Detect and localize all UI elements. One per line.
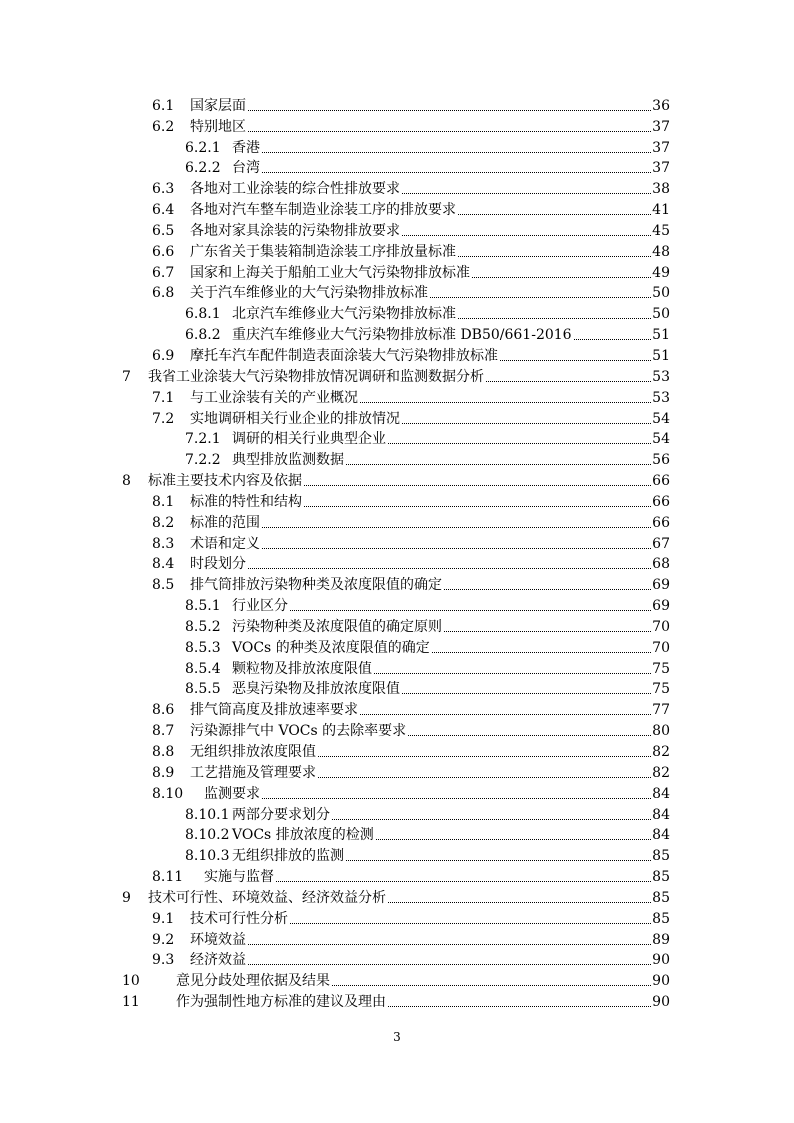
toc-entry-title: 工艺措施及管理要求: [190, 764, 316, 781]
toc-entry-title: 国家和上海关于船舶工业大气污染物排放标准: [190, 264, 470, 281]
toc-entry-title: 标准主要技术内容及依据: [148, 473, 302, 490]
toc-entry-number: 7.2: [152, 410, 175, 427]
toc-entry[interactable]: [0, 117, 794, 138]
toc-entry-title: 经济效益: [190, 952, 246, 969]
toc-dot-leader: [376, 839, 651, 840]
toc-entry-number: 11: [122, 994, 140, 1011]
toc-entry-title: 行业区分: [232, 598, 288, 615]
toc-entry-number: 8.5.3: [185, 639, 221, 656]
toc-entry[interactable]: [0, 430, 794, 451]
toc-entry-number: 8.10.1: [185, 806, 230, 823]
toc-dot-leader: [262, 548, 651, 549]
toc-entry-title: 标准的特性和结构: [190, 493, 302, 510]
toc-dot-leader: [472, 277, 651, 278]
toc-dot-leader: [248, 964, 651, 965]
toc-entry-number: 8.9: [152, 764, 175, 781]
toc-dot-leader: [346, 860, 651, 861]
toc-entry-number: 8.5.2: [185, 618, 221, 635]
toc-entry-title: 实施与监督: [204, 869, 274, 886]
toc-entry-page: 56: [652, 452, 670, 469]
toc-entry-title: 特别地区: [190, 118, 246, 135]
toc-entry-number: 8.3: [152, 535, 175, 552]
toc-dot-leader: [318, 756, 651, 757]
toc-dot-leader: [388, 1006, 651, 1007]
toc-entry-page: 68: [652, 556, 670, 573]
toc-dot-leader: [408, 735, 651, 736]
toc-entry-page: 53: [652, 389, 670, 406]
toc-entry-title: 两部分要求划分: [232, 806, 330, 823]
toc-entry-title: 恶臭污染物及排放浓度限值: [232, 681, 400, 698]
toc-dot-leader: [444, 631, 651, 632]
toc-entry-number: 6.1: [152, 97, 175, 114]
toc-entry-page: 90: [652, 994, 670, 1011]
toc-entry-title: 颗粒物及排放浓度限值: [232, 660, 372, 677]
toc-entry-page: 51: [652, 327, 670, 344]
toc-dot-leader: [402, 693, 651, 694]
toc-entry[interactable]: [0, 263, 794, 284]
toc-entry[interactable]: [0, 867, 794, 888]
toc-entry-page: 75: [652, 681, 670, 698]
toc-entry-number: 8.10.3: [185, 848, 230, 865]
toc-entry-page: 82: [652, 764, 670, 781]
toc-dot-leader: [402, 423, 651, 424]
toc-entry-number: 6.2: [152, 118, 175, 135]
toc-entry[interactable]: [0, 450, 794, 471]
toc-entry-page: 54: [652, 431, 670, 448]
toc-entry-title: 与工业涂装有关的产业概况: [190, 389, 358, 406]
toc-entry-number: 6.6: [152, 243, 175, 260]
toc-entry-title: 作为强制性地方标准的建议及理由: [176, 994, 386, 1011]
toc-entry-number: 6.4: [152, 202, 175, 219]
toc-entry-page: 45: [652, 222, 670, 239]
toc-entry[interactable]: [0, 617, 794, 638]
toc-entry-page: 51: [652, 347, 670, 364]
toc-dot-leader: [574, 339, 651, 340]
toc-entry-page: 41: [652, 202, 670, 219]
toc-entry-title: 时段划分: [190, 556, 246, 573]
toc-entry-number: 6.3: [152, 181, 175, 198]
toc-entry[interactable]: [0, 284, 794, 305]
toc-entry[interactable]: [0, 596, 794, 617]
toc-entry-title: 无组织排放的监测: [232, 848, 344, 865]
toc-dot-leader: [500, 360, 651, 361]
toc-dot-leader: [304, 485, 651, 486]
toc-entry-number: 7.1: [152, 389, 175, 406]
toc-entry-page: 85: [652, 889, 670, 906]
toc-entry-page: 70: [652, 639, 670, 656]
toc-entry[interactable]: [0, 159, 794, 180]
toc-dot-leader: [360, 714, 651, 715]
toc-entry-page: 37: [652, 139, 670, 156]
toc-dot-leader: [318, 777, 651, 778]
toc-entry-page: 69: [652, 598, 670, 615]
toc-dot-leader: [276, 881, 651, 882]
toc-dot-leader: [332, 819, 651, 820]
toc-entry[interactable]: [0, 826, 794, 847]
toc-dot-leader: [262, 152, 651, 153]
toc-entry-title: 香港: [232, 139, 260, 156]
toc-entry-title: 各地对工业涂装的综合性排放要求: [190, 181, 400, 198]
toc-entry-page: 80: [652, 723, 670, 740]
toc-entry-number: 6.8: [152, 285, 175, 302]
toc-entry-number: 7: [122, 368, 131, 385]
toc-entry-page: 36: [652, 97, 670, 114]
toc-entry-page: 90: [652, 952, 670, 969]
toc-entry-page: 50: [652, 285, 670, 302]
toc-entry-title: 我省工业涂装大气污染物排放情况调研和监测数据分析: [148, 368, 484, 385]
toc-entry-page: 82: [652, 744, 670, 760]
toc-entry[interactable]: [0, 763, 794, 784]
toc-entry-title: 各地对汽车整车制造业涂装工序的排放要求: [190, 202, 456, 219]
toc-entry-title: 实地调研相关行业企业的排放情况: [190, 410, 400, 427]
toc-entry[interactable]: [0, 971, 794, 992]
toc-dot-leader: [444, 589, 651, 590]
toc-entry-page: 75: [652, 660, 670, 677]
toc-entry[interactable]: [0, 242, 794, 263]
toc-entry-number: 8.5.5: [185, 681, 221, 698]
toc-entry-number: 8.6: [152, 702, 175, 719]
toc-entry-number: 6.8.1: [185, 306, 221, 323]
toc-dot-leader: [374, 673, 651, 674]
toc-entry[interactable]: [0, 555, 794, 576]
toc-entry-number: 9.1: [152, 910, 175, 927]
toc-dot-leader: [388, 902, 651, 903]
toc-entry[interactable]: [0, 992, 794, 1013]
toc-dot-leader: [388, 443, 651, 444]
toc-entry-title: 关于汽车维修业的大气污染物排放标准: [190, 285, 428, 302]
toc-entry-page: 85: [652, 910, 670, 927]
toc-entry-number: 8.5.4: [185, 660, 221, 677]
toc-entry-number: 8.8: [152, 744, 175, 760]
toc-entry-number: 8.11: [152, 869, 184, 886]
toc-dot-leader: [248, 131, 651, 132]
toc-dot-leader: [332, 985, 651, 986]
toc-entry-title: 典型排放监测数据: [232, 452, 344, 469]
toc-dot-leader: [248, 110, 651, 111]
toc-entry-page: 66: [652, 473, 670, 490]
toc-dot-leader: [402, 193, 651, 194]
toc-entry-page: 48: [652, 243, 670, 260]
toc-entry[interactable]: [0, 388, 794, 409]
toc-dot-leader: [290, 610, 651, 611]
toc-entry-title: 环境效益: [190, 931, 246, 948]
toc-entry[interactable]: [0, 909, 794, 930]
toc-dot-leader: [402, 235, 651, 236]
toc-dot-leader: [486, 381, 651, 382]
toc-entry-number: 8.1: [152, 493, 175, 510]
toc-entry-number: 6.7: [152, 264, 175, 281]
toc-entry[interactable]: [0, 471, 794, 492]
toc-dot-leader: [248, 568, 651, 569]
toc-entry[interactable]: [0, 513, 794, 534]
toc-entry-title: 广东省关于集装箱制造涂装工序排放量标准: [190, 243, 456, 260]
toc-entry-title: 技术可行性分析: [190, 910, 288, 927]
toc-entry-page: 84: [652, 806, 670, 823]
toc-entry-page: 84: [652, 785, 670, 802]
toc-entry[interactable]: [0, 575, 794, 596]
toc-entry-number: 9.2: [152, 931, 175, 948]
toc-entry-page: 53: [652, 368, 670, 385]
toc-entry-number: 9.3: [152, 952, 175, 969]
toc-entry-page: 70: [652, 618, 670, 635]
toc-dot-leader: [304, 506, 651, 507]
toc-entry[interactable]: [0, 805, 794, 826]
toc-entry-title: 国家层面: [190, 97, 246, 114]
toc-entry[interactable]: [0, 680, 794, 701]
toc-entry[interactable]: [0, 325, 794, 346]
toc-entry[interactable]: [0, 638, 794, 659]
toc-entry-title: 摩托车汽车配件制造表面涂装大气污染物排放标准: [190, 347, 498, 364]
toc-entry[interactable]: [0, 138, 794, 159]
toc-entry-number: 8.10: [152, 785, 184, 802]
toc-entry-number: 6.8.2: [185, 327, 221, 344]
table-of-contents: [0, 96, 794, 1013]
toc-dot-leader: [458, 214, 651, 215]
toc-entry-number: 9: [122, 889, 131, 906]
toc-entry-page: 54: [652, 410, 670, 427]
toc-entry[interactable]: [0, 367, 794, 388]
toc-entry-title: 排气筒高度及排放速率要求: [190, 702, 358, 719]
toc-entry-title: 污染源排气中 VOCs 的去除率要求: [190, 723, 407, 740]
toc-entry[interactable]: [0, 179, 794, 200]
toc-entry[interactable]: [0, 200, 794, 221]
toc-dot-leader: [262, 527, 651, 528]
toc-entry[interactable]: [0, 304, 794, 325]
toc-entry-title: 各地对家具涂装的污染物排放要求: [190, 222, 400, 239]
toc-entry-page: 85: [652, 848, 670, 865]
toc-entry[interactable]: [0, 700, 794, 721]
toc-dot-leader: [262, 798, 651, 799]
toc-entry-title: 意见分歧处理依据及结果: [176, 973, 330, 990]
toc-entry-page: 66: [652, 514, 670, 531]
toc-entry[interactable]: [0, 96, 794, 117]
toc-entry-page: 66: [652, 493, 670, 510]
toc-entry-number: 8.2: [152, 514, 175, 531]
toc-entry[interactable]: [0, 742, 794, 763]
toc-entry-number: 6.9: [152, 347, 175, 364]
toc-dot-leader: [346, 464, 651, 465]
toc-entry[interactable]: [0, 659, 794, 680]
toc-entry-page: 77: [652, 702, 670, 719]
toc-entry-number: 8.10.2: [185, 827, 230, 844]
toc-entry-number: 8.5.1: [185, 598, 221, 615]
toc-entry[interactable]: [0, 492, 794, 513]
toc-entry[interactable]: [0, 221, 794, 242]
toc-entry-number: 8: [122, 473, 131, 490]
toc-entry-number: 10: [122, 973, 140, 990]
toc-entry-title: 标准的范围: [190, 514, 260, 531]
toc-entry-number: 8.5: [152, 577, 175, 594]
toc-entry-title: 重庆汽车维修业大气污染物排放标准 DB50/661-2016: [232, 327, 572, 344]
toc-dot-leader: [430, 297, 651, 298]
toc-entry-title: 技术可行性、环境效益、经济效益分析: [148, 889, 386, 906]
toc-entry[interactable]: [0, 409, 794, 430]
toc-entry-page: 69: [652, 577, 670, 594]
toc-entry-number: 7.2.2: [185, 452, 221, 469]
toc-entry-number: 8.7: [152, 723, 175, 740]
toc-entry[interactable]: [0, 346, 794, 367]
toc-entry[interactable]: [0, 930, 794, 951]
toc-entry-page: 49: [652, 264, 670, 281]
toc-dot-leader: [290, 923, 651, 924]
toc-dot-leader: [262, 172, 651, 173]
toc-entry-page: 90: [652, 973, 670, 990]
toc-entry-title: 术语和定义: [190, 535, 260, 552]
toc-entry-page: 38: [652, 181, 670, 198]
page-number: 3: [393, 1030, 401, 1044]
toc-dot-leader: [458, 256, 651, 257]
toc-dot-leader: [360, 402, 651, 403]
toc-entry[interactable]: [0, 721, 794, 742]
toc-entry-page: 37: [652, 118, 670, 135]
toc-entry[interactable]: [0, 784, 794, 805]
toc-entry-page: 89: [652, 931, 670, 948]
toc-dot-leader: [458, 318, 651, 319]
toc-entry-title: 台湾: [232, 160, 260, 177]
toc-entry-number: 7.2.1: [185, 431, 221, 448]
toc-dot-leader: [248, 944, 651, 945]
toc-entry-title: VOCs 排放浓度的检测: [232, 827, 374, 844]
toc-entry[interactable]: [0, 888, 794, 909]
toc-entry-title: 污染物种类及浓度限值的确定原则: [232, 618, 442, 635]
toc-entry-page: 67: [652, 535, 670, 552]
toc-entry[interactable]: [0, 846, 794, 867]
toc-dot-leader: [432, 652, 651, 653]
toc-entry-title: 排气筒排放污染物种类及浓度限值的确定: [190, 577, 442, 594]
toc-entry-title: 北京汽车维修业大气污染物排放标准: [232, 306, 456, 323]
toc-entry[interactable]: [0, 534, 794, 555]
toc-entry-page: 50: [652, 306, 670, 323]
toc-entry-page: 37: [652, 160, 670, 177]
toc-entry-title: 无组织排放浓度限值: [190, 744, 316, 760]
toc-entry-page: 84: [652, 827, 670, 844]
toc-entry-title: 监测要求: [204, 785, 260, 802]
toc-entry-number: 6.2.2: [185, 160, 221, 177]
toc-entry[interactable]: [0, 951, 794, 972]
toc-entry-title: VOCs 的种类及浓度限值的确定: [232, 639, 430, 656]
toc-entry-number: 6.2.1: [185, 139, 221, 156]
toc-entry-number: 6.5: [152, 222, 175, 239]
toc-entry-title: 调研的相关行业典型企业: [232, 431, 386, 448]
toc-entry-page: 85: [652, 869, 670, 886]
toc-entry-number: 8.4: [152, 556, 175, 573]
